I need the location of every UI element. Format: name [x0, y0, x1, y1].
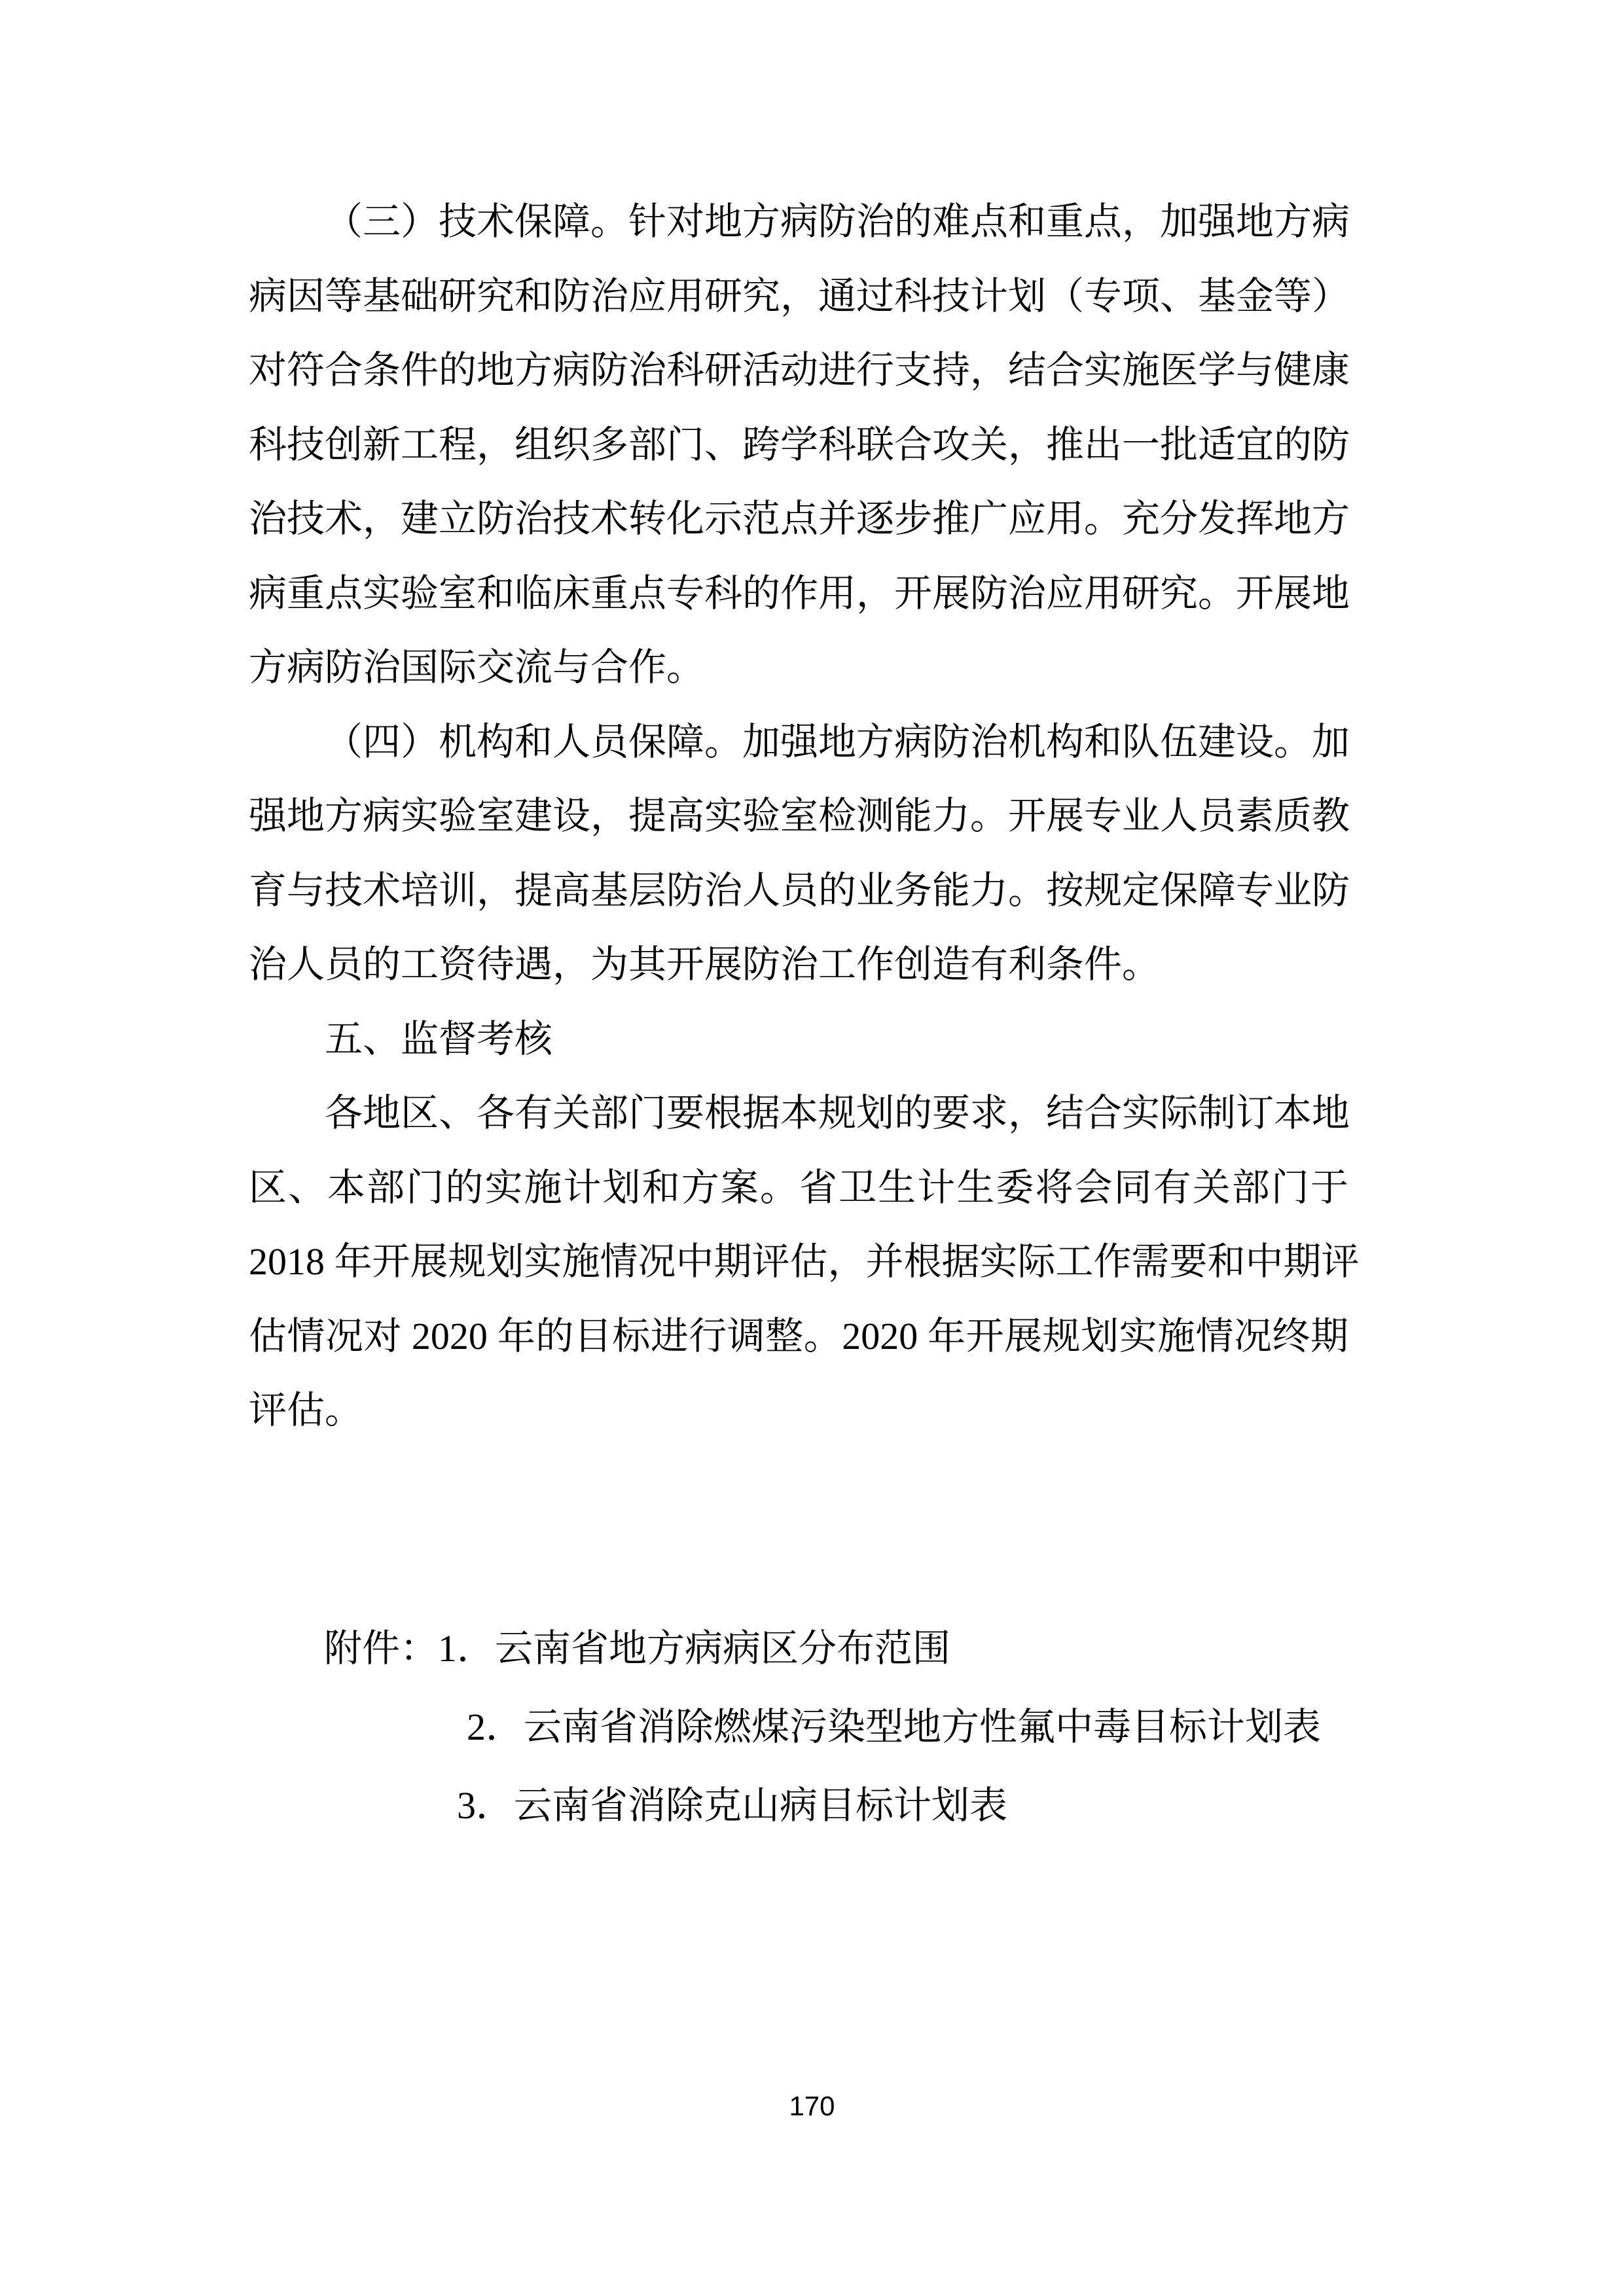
body-line: 估情况对 2020 年的目标进行调整。2020 年开展规划实施情况终期	[249, 1314, 1348, 1357]
document-body	[249, 185, 1360, 1448]
body-line: （三）技术保障。针对地方病防治的难点和重点，加强地方病	[325, 200, 1350, 243]
body-line: 方病防治国际交流与合作。	[249, 646, 705, 689]
body-line: 治人员的工资待遇，为其开展防治工作创造有利条件。	[249, 943, 1161, 986]
body-line: 病重点实验室和临床重点专科的作用，开展防治应用研究。开展地	[249, 571, 1350, 615]
page-number: 170	[789, 2090, 835, 2121]
body-line: 对符合条件的地方病防治科研活动进行支持，结合实施医学与健康	[249, 349, 1350, 391]
body-line: 强地方病实验室建设，提高实验室检测能力。开展专业人员素质教	[249, 795, 1350, 837]
attachment-line: 附件：1．云南省地方病病区分布范围	[324, 1627, 951, 1670]
attachment-line: 2．云南省消除燃煤污染型地方性氟中毒目标计划表	[467, 1706, 1322, 1748]
body-line: 科技创新工程，组织多部门、跨学科联合攻关，推出一批适宜的防	[249, 423, 1350, 466]
body-line: 评估。	[249, 1389, 363, 1431]
body-line: 2018 年开展规划实施情况中期评估，并根据实际工作需要和中期评	[249, 1240, 1360, 1283]
body-line: 各地区、各有关部门要根据本规划的要求，结合实际制订本地	[325, 1092, 1350, 1134]
body-line: 病因等基础研究和防治应用研究，通过科技计划（专项、基金等）	[249, 274, 1350, 317]
body-line: 育与技术培训，提高基层防治人员的业务能力。按规定保障专业防	[249, 869, 1350, 912]
page-footer	[0, 2090, 1624, 2123]
body-line: 治技术，建立防治技术转化示范点并逐步推广应用。充分发挥地方	[249, 497, 1350, 540]
section-heading: 五、监督考核	[325, 1017, 553, 1060]
body-line: （四）机构和人员保障。加强地方病防治机构和队伍建设。加	[325, 720, 1350, 763]
attachments-list	[249, 1609, 1348, 1845]
body-line: 区、本部门的实施计划和方案。省卫生计生委将会同有关部门于	[249, 1166, 1348, 1209]
attachment-line: 3．云南省消除克山病目标计划表	[457, 1784, 1008, 1827]
